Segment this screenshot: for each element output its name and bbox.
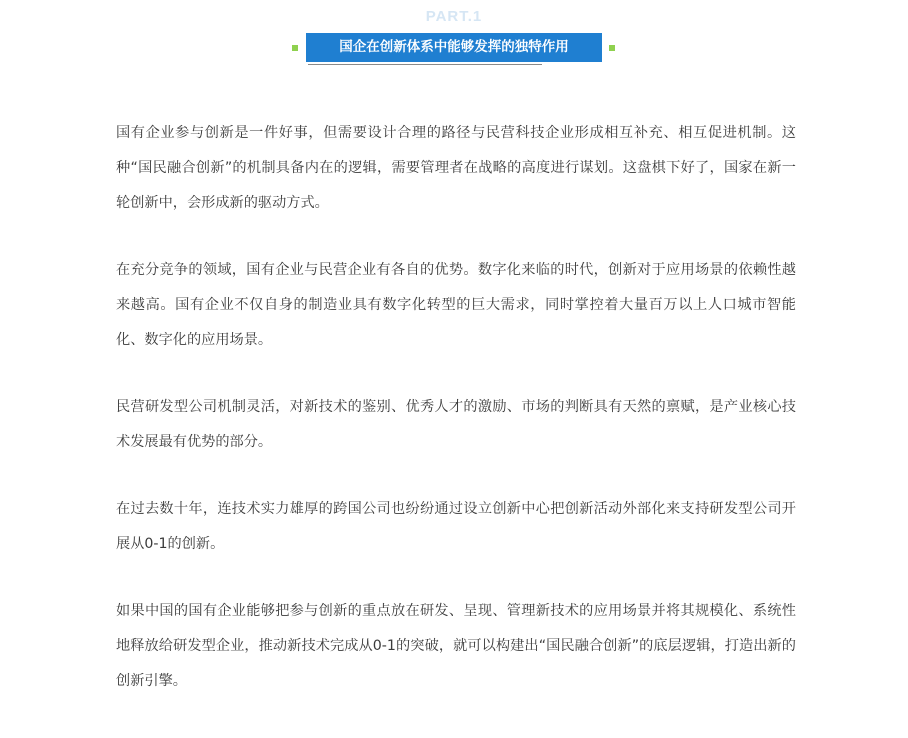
paragraph: 国有企业参与创新是一件好事，但需要设计合理的路径与民营科技企业形成相互补充、相互促进机制。这种“国民融合创新”的机制具备内在的逻辑，需要管理者在战略的高度进行谋划。这盘棋下好了，国家在新一轮创新中，会形成新的驱动方式。 [116, 125, 796, 211]
paragraph: 在充分竞争的领域，国有企业与民营企业有各自的优势。数字化来临的时代，创新对于应用场景的依赖性越来越高。国有企业不仅自身的制造业具有数字化转型的巨大需求，同时掌控着大量百万以上人口城市智能化、数字化的应用场景。 [116, 262, 796, 348]
article-body [116, 116, 796, 731]
paragraph: 在过去数十年，连技术实力雄厚的跨国公司也纷纷通过设立创新中心把创新活动外部化来支持研发型公司开展从0-1的创新。 [116, 501, 796, 552]
title-underline [308, 64, 542, 65]
section-header [0, 33, 908, 65]
square-bullet-icon [609, 45, 615, 51]
section-title: 国企在创新体系中能够发挥的独特作用 [306, 33, 602, 62]
paragraph: 民营研发型公司机制灵活，对新技术的鉴别、优秀人才的激励、市场的判断具有天然的禀赋，是产业核心技术发展最有优势的部分。 [116, 399, 796, 450]
part-label: PART.1 [425, 8, 483, 25]
square-bullet-icon [292, 45, 298, 51]
paragraph: 如果中国的国有企业能够把参与创新的重点放在研发、呈现、管理新技术的应用场景并将其规模化、系统性地释放给研发型企业，推动新技术完成从0-1的突破，就可以构建出“国民融合创新”的底层逻辑，打造出新的创新引擎。 [116, 603, 796, 689]
